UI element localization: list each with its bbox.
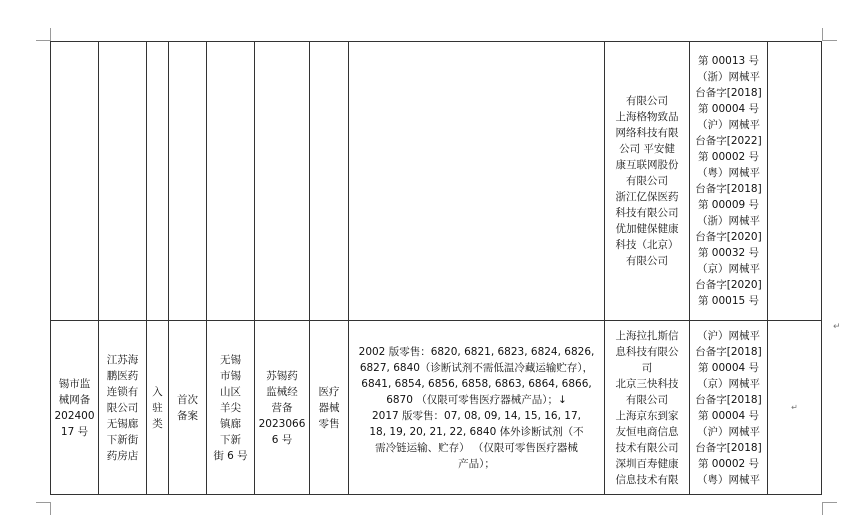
text-line: 药房店: [106, 449, 139, 462]
platform-cell: [605, 42, 690, 321]
text-line: （沪）网械平: [697, 425, 760, 438]
text-line: 信息技术有限: [615, 473, 679, 486]
paragraph-mark: ↵: [833, 322, 841, 332]
text-line: 类: [152, 417, 163, 430]
text-line: 镇廊: [220, 417, 241, 430]
text-line: 第 00013 号: [697, 55, 760, 67]
cell-empty: [51, 42, 99, 321]
text-line: 苏锡药: [266, 369, 298, 382]
text-line: 产品）；: [458, 457, 495, 470]
text-line: 台备字[2018]: [695, 87, 762, 99]
text-line: 有限公司: [626, 95, 668, 107]
text-line: 台备字[2020]: [695, 231, 762, 243]
cell-empty: [768, 42, 822, 321]
text-line: 台备字[2020]: [695, 279, 762, 291]
text-line: 械网备: [58, 393, 91, 406]
text-line: 锡市监: [58, 377, 91, 390]
platform-cell: [605, 321, 690, 495]
crop-mark-top-left: [36, 28, 51, 41]
cell-empty: [255, 42, 310, 321]
text-line: 技术有限公司: [615, 441, 679, 454]
text-line: 无锡: [220, 353, 241, 366]
filing-table: [50, 41, 822, 495]
text-line: 司: [641, 361, 653, 374]
text-line: 第 00015 号: [697, 295, 760, 307]
text-line: （粤）网械平: [697, 167, 760, 179]
text-line: 有限公司: [626, 255, 668, 267]
text-line: 第 00032 号: [697, 247, 760, 259]
text-line: （沪）网械平: [697, 119, 760, 131]
text-line: （浙）网械平: [697, 215, 760, 227]
text-line: （京）网械平: [697, 377, 760, 390]
text-line: 网络科技有限: [615, 127, 679, 139]
text-line: 鹏医药: [106, 369, 139, 382]
text-line: （京）网械平: [697, 263, 760, 275]
text-line: 台备字[2018]: [695, 345, 762, 358]
text-line: 17 号: [60, 425, 89, 438]
text-line: （粤）网械平: [697, 473, 760, 486]
cell-empty: [207, 42, 255, 321]
text-line: 有限公司: [626, 175, 668, 187]
text-line: 山区: [220, 385, 241, 398]
text-line: 无锡廊: [106, 417, 139, 430]
text-line: 公司 平安健: [619, 143, 675, 155]
text-line: 需冷链运输、贮存） （仅限可零售医疗器械: [375, 441, 578, 454]
text-line: 第 00004 号: [697, 103, 760, 115]
text-line: 康互联网股份: [615, 159, 679, 171]
text-line: 驻: [152, 401, 163, 414]
text-line: 第 00004 号: [697, 409, 760, 422]
cell-empty: [768, 321, 822, 495]
text-line: 浙江亿保医药: [615, 191, 679, 203]
company-cell: [99, 321, 147, 495]
cell-empty: [349, 42, 605, 321]
text-line: 江苏海: [106, 353, 139, 366]
filing-type-cell: [169, 321, 207, 495]
text-line: 18, 19, 20, 21, 22, 6840 体外诊断试剂（不: [369, 425, 584, 438]
text-line: 台备字[2018]: [695, 441, 762, 454]
text-line: 202400: [54, 409, 95, 422]
cell-end-mark: ↵: [791, 403, 798, 412]
text-line: 息科技有限公: [615, 345, 679, 358]
table-row: [51, 321, 822, 495]
text-line: 优加健保健康: [615, 223, 679, 235]
license-cell: [255, 321, 310, 495]
business-scope-cell: [349, 321, 605, 495]
text-line: 深圳百寿健康: [615, 457, 679, 470]
text-line: （浙）网械平: [697, 71, 760, 83]
text-line: 友恒电商信息: [615, 425, 679, 438]
text-line: 零售: [318, 417, 340, 430]
text-line: 台备字[2018]: [695, 183, 762, 195]
text-line: 下新: [220, 433, 241, 446]
text-line: 羊尖: [220, 401, 241, 414]
text-line: 台备字[2022]: [695, 135, 762, 147]
text-line: 6827, 6840（诊断试剂不需低温冷藏运输贮存），: [359, 361, 594, 374]
text-line: （沪）网械平: [697, 329, 760, 342]
crop-mark-top-right: [822, 28, 837, 41]
text-line: 监械经: [266, 385, 298, 398]
text-line: 台备字[2018]: [695, 393, 762, 406]
text-line: 2002 版零售：6820, 6821, 6823, 6824, 6826,: [358, 345, 595, 358]
text-line: 营备: [271, 401, 293, 414]
text-line: 第 00002 号: [697, 151, 760, 163]
text-line: 上海格物致品: [615, 111, 679, 123]
platform-record-cell: [690, 42, 768, 321]
platform-record-cell: [690, 321, 768, 495]
text-line: 第 00002 号: [697, 457, 760, 470]
cell-empty: [310, 42, 349, 321]
text-line: 科技有限公司: [615, 207, 679, 219]
text-line: 2017 版零售：07, 08, 09, 14, 15, 16, 17,: [372, 409, 581, 422]
text-line: 有限公司: [626, 393, 668, 406]
cell-empty: [147, 42, 169, 321]
address-cell: [207, 321, 255, 495]
text-line: 备案: [177, 409, 198, 422]
text-line: 6870 （仅限可零售医疗器械产品）；↓: [386, 393, 567, 406]
text-line: 街 6 号: [213, 449, 248, 462]
table-row: [51, 42, 822, 321]
crop-mark-bottom-left: [36, 502, 51, 515]
text-line: 市锡: [220, 369, 241, 382]
text-line: 器械: [318, 401, 340, 414]
text-line: 第 00004 号: [697, 361, 760, 374]
text-line: 第 00009 号: [697, 199, 760, 211]
cell-empty: [99, 42, 147, 321]
text-line: 上海拉扎斯信: [615, 329, 679, 342]
type-cell: [147, 321, 169, 495]
text-line: 首次: [177, 393, 198, 406]
text-line: 6841, 6854, 6856, 6858, 6863, 6864, 6866,: [361, 377, 592, 390]
text-line: 限公司: [106, 401, 139, 414]
text-line: 连锁有: [106, 385, 139, 398]
text-line: 上海京东到家: [615, 409, 679, 422]
text-line: 北京三快科技: [615, 377, 679, 390]
text-line: 2023066: [258, 417, 306, 430]
cell-empty: [169, 42, 207, 321]
text-line: 下新街: [106, 433, 139, 446]
text-line: 入: [152, 385, 163, 398]
category-cell: [310, 321, 349, 495]
crop-mark-bottom-right: [822, 502, 837, 515]
text-line: 科技（北京）: [615, 239, 679, 251]
text-line: 6 号: [271, 433, 293, 446]
record-number-cell: [51, 321, 99, 495]
text-line: 医疗: [318, 385, 340, 398]
